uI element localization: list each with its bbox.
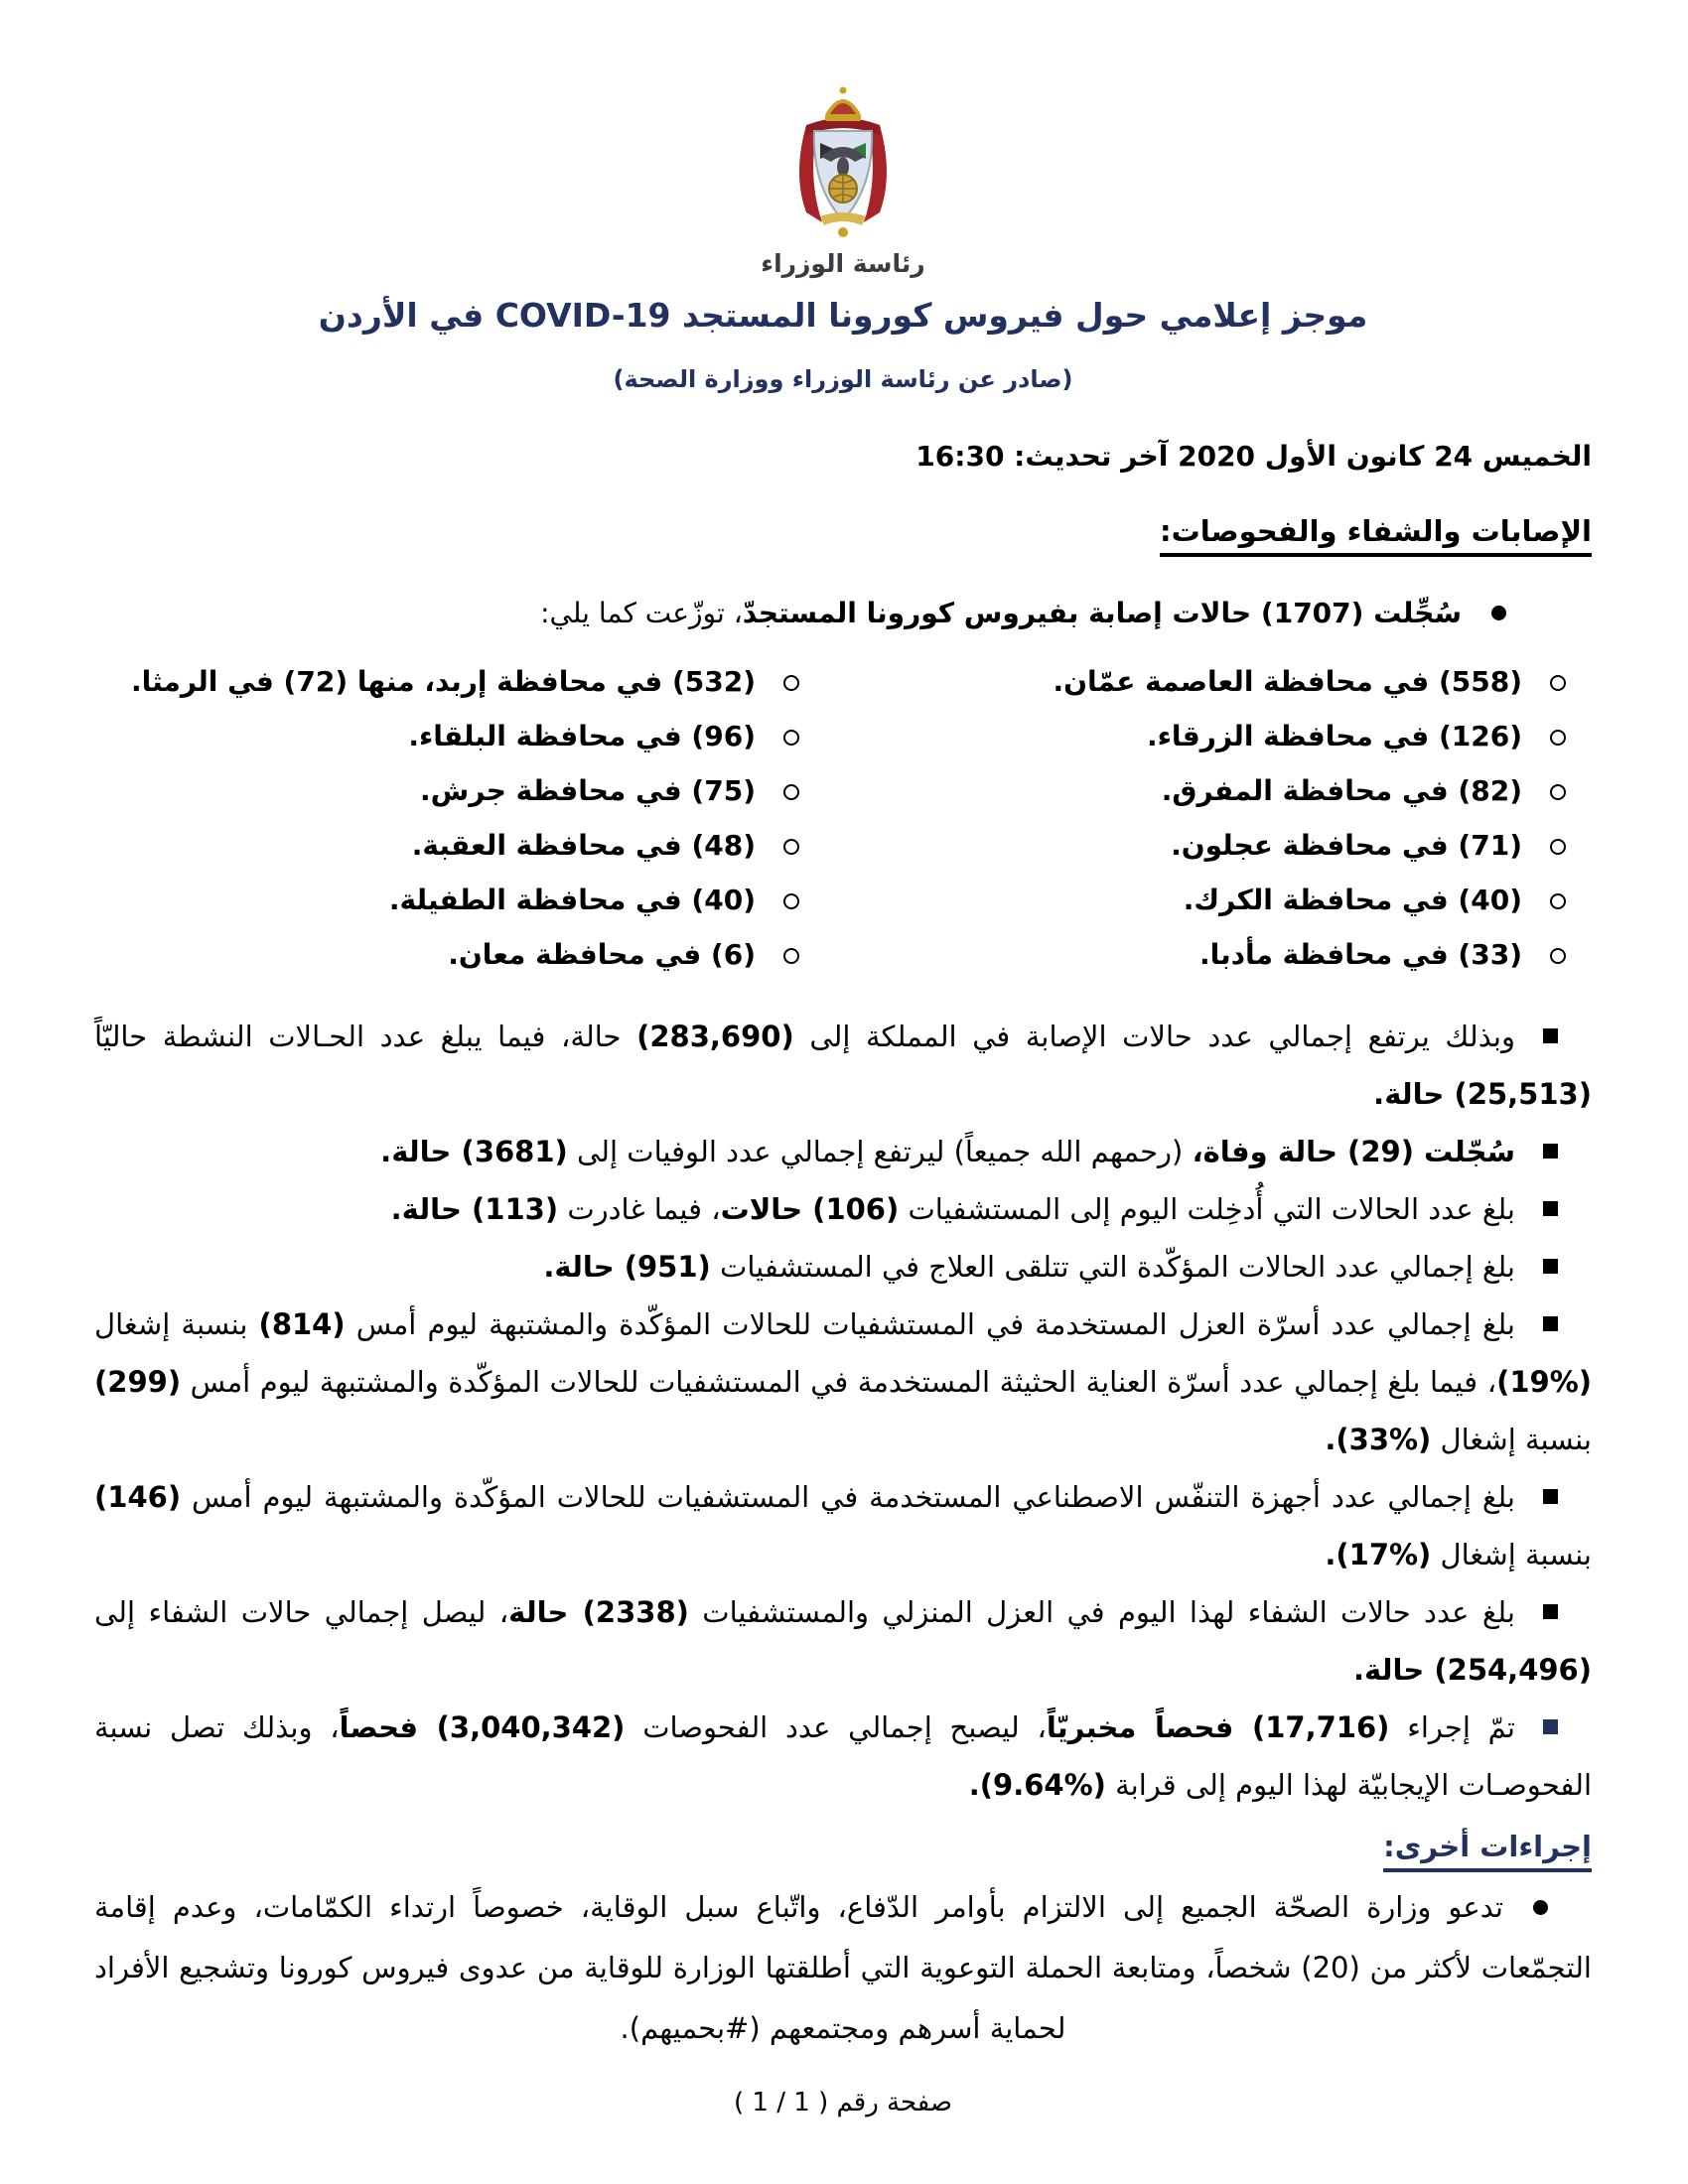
- square-bullet-icon: [1543, 1489, 1558, 1504]
- circle-bullet-icon: [783, 675, 799, 691]
- circle-bullet-icon: [783, 948, 799, 964]
- stat-text: تمّ إجراء (17,716) فحصاً مخبريّاً، ليصبح إجمالي عدد الفحوصات (3,040,342) فحصاً، وبذلك تصل نسبة الفحوصـات الإيجابيّة لهذا اليوم إلى قرابة (%9.64).: [94, 1710, 1592, 1802]
- governorate-row: [94, 818, 1592, 873]
- circle-bullet-icon: [783, 730, 799, 746]
- governorate-row: [94, 927, 1592, 982]
- governorate-cell-right: [843, 818, 1592, 873]
- page-number-footer: صفحة رقم ( 1 / 1 ): [734, 2088, 952, 2117]
- governorate-cell-right: [843, 873, 1592, 927]
- governorate-text: (75) في محافظة جرش.: [420, 774, 756, 807]
- stat-text: بلغ إجمالي عدد أسرّة العزل المستخدمة في المستشفيات للحالات المؤكّدة والمشتبهة ليوم أمس (814) بنسبة إشغال (%19)، فيما بلغ إجمالي عدد أسرّة العناية الحثيثة المستخدمة في المستشفيات للحالات المؤكّدة والمشتبهة ليوم أمس (299) بنسبة إشغال (%33).: [94, 1307, 1592, 1456]
- circle-bullet-icon: [1550, 675, 1566, 691]
- governorate-text: (126) في محافظة الزرقاء.: [1146, 720, 1522, 752]
- governorate-text: (558) في محافظة العاصمة عمّان.: [1053, 665, 1522, 698]
- stat-text: وبذلك يرتفع إجمالي عدد حالات الإصابة في المملكة إلى (283,690) حالة، فيما يبلغ عدد الحـالات النشطة حاليّاً (25,513) حالة.: [94, 1020, 1592, 1111]
- stat-bullet-item: [94, 1468, 1592, 1583]
- stat-text: بلغ عدد الحالات التي أُدخِلت اليوم إلى المستشفيات (106) حالات، فيما غادرت (113) حالة.: [390, 1192, 1515, 1226]
- governorate-row: [94, 763, 1592, 818]
- governorate-text: (6) في محافظة معان.: [448, 938, 756, 971]
- stat-bullet-item: [94, 1583, 1592, 1699]
- intro-bullet: [94, 592, 1592, 634]
- square-bullet-icon: [1543, 1144, 1558, 1159]
- header-logo: [94, 85, 1592, 284]
- governorate-text: (48) في محافظة العقبة.: [411, 829, 756, 862]
- stat-text: سُجّلت (29) حالة وفاة، (رحمهم الله جميعاً) ليرتفع إجمالي عدد الوفيات إلى (3681) حالة.: [380, 1135, 1515, 1168]
- governorate-cell-left: [94, 709, 843, 763]
- page-subtitle: (صادر عن رئاسة الوزراء ووزارة الصحة): [613, 365, 1073, 393]
- square-bullet-icon: [1543, 1259, 1558, 1274]
- section-heading-other: [94, 1826, 1592, 1867]
- stat-bullet-item: [94, 1296, 1592, 1468]
- section-heading-cases-text: الإصابات والشفاء والفحوصات:: [1160, 514, 1592, 557]
- statistics-list: [94, 1008, 1592, 1814]
- square-bullet-icon: [1543, 1028, 1558, 1043]
- circle-bullet-icon: [783, 893, 799, 909]
- circle-bullet-icon: [1550, 730, 1566, 746]
- governorate-cell-left: [94, 763, 843, 818]
- intro-text: سُجِّلت (1707) حالات إصابة بفيروس كورونا المستجدّ، توزّعت كما يلي:: [540, 597, 1462, 629]
- governorate-row: [94, 654, 1592, 709]
- stat-bullet-item: [94, 1699, 1592, 1814]
- governorate-text: (71) في محافظة عجلون.: [1171, 829, 1522, 862]
- stat-bullet-item: [94, 1238, 1592, 1296]
- other-procedures-list: [94, 1877, 1592, 2059]
- logo-caption: رئاسة الوزراء: [761, 249, 925, 278]
- governorate-cell-left: [94, 818, 843, 873]
- circle-bullet-icon: [783, 784, 799, 800]
- square-bullet-icon: [1543, 1201, 1558, 1216]
- circle-bullet-icon: [1550, 839, 1566, 855]
- governorate-cell-left: [94, 654, 843, 709]
- governorate-text: (40) في محافظة الكرك.: [1183, 884, 1522, 916]
- circle-bullet-icon: [1550, 893, 1566, 909]
- filled-circle-bullet-icon: [1491, 606, 1506, 620]
- other-bullet-item: [94, 1877, 1592, 2059]
- section-heading-cases: [94, 510, 1592, 552]
- governorate-row: [94, 873, 1592, 927]
- filled-circle-bullet-icon: [1533, 1900, 1548, 1915]
- stat-bullet-item: [94, 1123, 1592, 1180]
- governorate-cell-right: [843, 654, 1592, 709]
- governorate-row: [94, 709, 1592, 763]
- governorate-text: (82) في محافظة المفرق.: [1161, 774, 1522, 807]
- governorate-text: (33) في محافظة مأدبا.: [1199, 938, 1522, 971]
- governorate-cell-left: [94, 927, 843, 982]
- other-text: تدعو وزارة الصحّة الجميع إلى الالتزام بأوامر الدّفاع، واتّباع سبل الوقاية، خصوصاً ارتداء الكمّامات، وعدم إقامة التجمّعات لأكثر من (20) شخصاً، ومتابعة الحملة التوعوية التي أطلقتها الوزارة للوقاية من عدوى فيروس كورونا وتشجيع الأفراد لحماية أسرهم ومجتمعهم (#بحميهم).: [94, 1890, 1592, 2045]
- circle-bullet-icon: [1550, 948, 1566, 964]
- governorate-text: (40) في محافظة الطفيلة.: [388, 884, 756, 916]
- jordan-coat-of-arms-icon: [776, 85, 910, 240]
- stat-text: بلغ إجمالي عدد أجهزة التنفّس الاصطناعي المستخدمة في المستشفيات للحالات المؤكّدة والمشتبهة ليوم أمس (146) بنسبة إشغال (%17).: [94, 1480, 1592, 1571]
- governorate-cell-right: [843, 927, 1592, 982]
- date-line: الخميس 24 كانون الأول 2020 آخر تحديث: 16:30: [915, 440, 1592, 473]
- stat-text: بلغ عدد حالات الشفاء لهذا اليوم في العزل المنزلي والمستشفيات (2338) حالة، ليصل إجمالي حالات الشفاء إلى (254,496) حالة.: [94, 1595, 1592, 1687]
- governorate-cell-right: [843, 763, 1592, 818]
- square-bullet-icon: [1543, 1719, 1558, 1734]
- governorate-list: [94, 654, 1592, 982]
- governorate-cell-right: [843, 709, 1592, 763]
- page-title: موجز إعلامي حول فيروس كورونا المستجد COVID-19 في الأردن: [318, 296, 1368, 335]
- section-heading-other-text: إجراءات أخرى:: [1383, 1830, 1592, 1872]
- governorate-text: (96) في محافظة البلقاء.: [408, 720, 756, 752]
- stat-bullet-item: [94, 1180, 1592, 1238]
- stat-bullet-item: [94, 1008, 1592, 1123]
- square-bullet-icon: [1543, 1316, 1558, 1331]
- circle-bullet-icon: [1550, 784, 1566, 800]
- circle-bullet-icon: [783, 839, 799, 855]
- stat-text: بلغ إجمالي عدد الحالات المؤكّدة التي تتلقى العلاج في المستشفيات (951) حالة.: [543, 1250, 1515, 1284]
- governorate-text: (532) في محافظة إربد، منها (72) في الرمثا.: [130, 665, 756, 698]
- square-bullet-icon: [1543, 1604, 1558, 1619]
- governorate-cell-left: [94, 873, 843, 927]
